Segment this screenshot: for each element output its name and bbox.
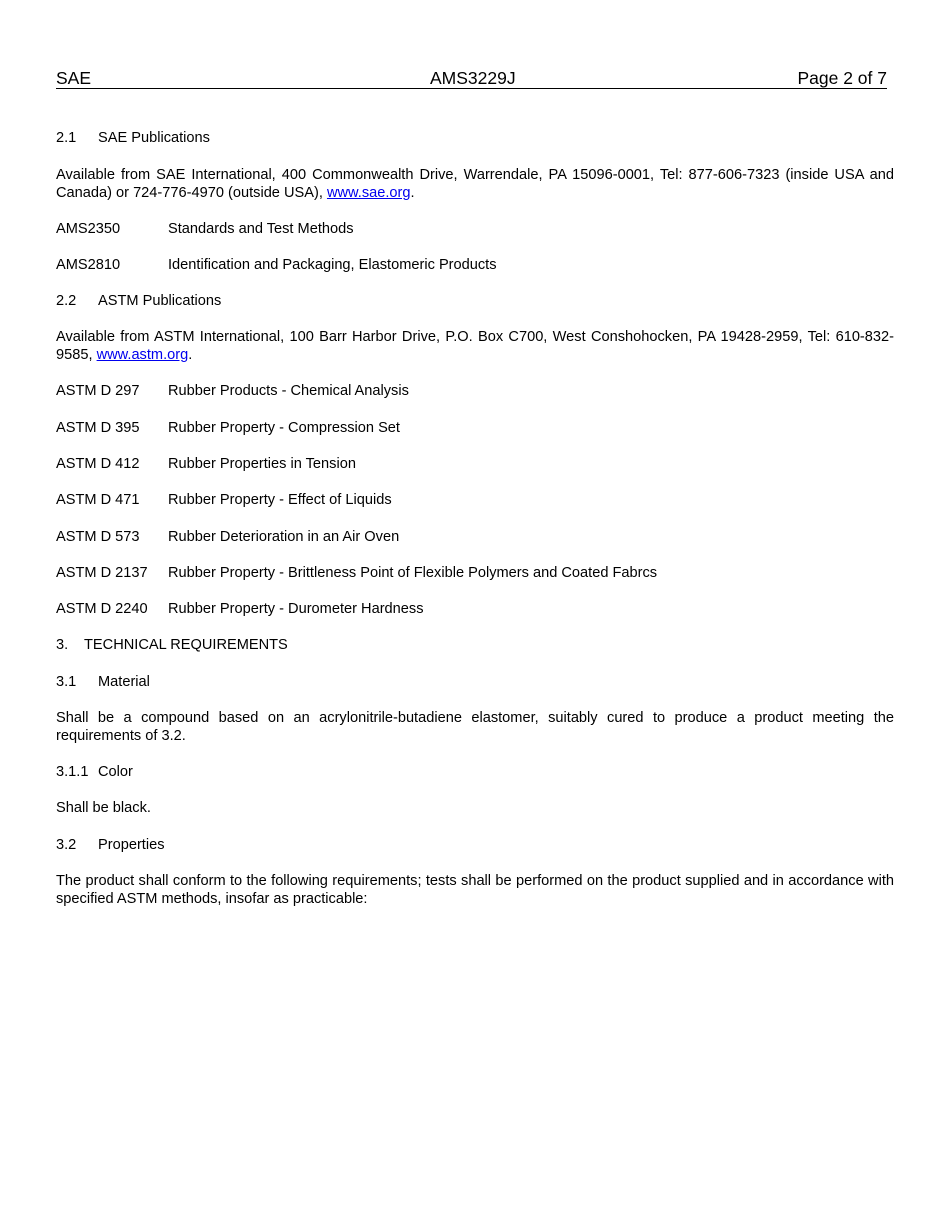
reference-title: Rubber Property - Effect of Liquids [168,492,392,508]
reference-item [56,256,894,274]
section-3-1-1-heading [56,763,894,781]
reference-title: Rubber Property - Durometer Hardness [168,601,424,617]
reference-item [56,528,894,546]
reference-title: Rubber Products - Chemical Analysis [168,383,409,399]
reference-title: Standards and Test Methods [168,221,354,237]
reference-item [56,220,894,238]
material-paragraph: Shall be a compound based on an acrylonitrile-butadiene elastomer, suitably cured to produce a product meeting the requirements of 3.2. [56,710,894,744]
section-number: 3. [56,637,69,653]
sae-availability-paragraph [56,166,894,202]
section-title: TECHNICAL REQUIREMENTS [84,637,288,653]
reference-code: ASTM D 412 [56,456,140,472]
sae-website-link[interactable]: www.sae.org [326,185,411,201]
reference-title: Rubber Deterioration in an Air Oven [168,529,400,545]
section-3-2-heading [56,836,894,854]
reference-code: AMS2350 [56,221,121,237]
section-number: 2.2 [56,293,77,309]
astm-website-link[interactable]: www.astm.org [96,347,189,363]
section-title: ASTM Publications [98,293,222,309]
section-2-2-heading [56,292,894,310]
reference-item [56,564,894,582]
section-3-1-heading [56,673,894,691]
punctuation: . [410,185,415,201]
availability-text: Available from ASTM International, 100 Barr Harbor Drive, P.O. Box C700, West Conshohocken, PA 19428-2959, Tel: 610-832-9585, [56,329,894,363]
reference-item [56,455,894,473]
color-paragraph: Shall be black. [56,800,151,816]
properties-paragraph: The product shall conform to the following requirements; tests shall be performed on the product supplied and in accordance with specified ASTM methods, insofar as practicable: [56,873,894,907]
reference-title: Rubber Properties in Tension [168,456,356,472]
reference-title: Rubber Property - Compression Set [168,420,400,436]
header-page-number: Page 2 of 7 [797,68,887,88]
astm-availability-paragraph [56,328,894,364]
reference-code: ASTM D 2137 [56,565,148,581]
reference-item [56,382,894,400]
header-doc-number: AMS3229J [430,68,516,88]
reference-item [56,600,894,618]
section-title: Material [98,674,150,690]
section-number: 2.1 [56,130,77,146]
reference-code: ASTM D 573 [56,529,140,545]
reference-title: Rubber Property - Brittleness Point of Flexible Polymers and Coated Fabrcs [168,565,658,581]
reference-title: Identification and Packaging, Elastomeric Products [168,257,497,273]
section-number: 3.1.1 [56,764,89,780]
document-page [56,0,894,1230]
reference-item [56,419,894,437]
reference-code: ASTM D 297 [56,383,140,399]
reference-code: ASTM D 2240 [56,601,148,617]
section-title: Color [98,764,133,780]
reference-code: ASTM D 395 [56,420,140,436]
punctuation: . [188,347,193,363]
section-title: SAE Publications [98,130,210,146]
section-number: 3.2 [56,837,77,853]
header-org: SAE [56,68,92,88]
page-header [56,68,887,89]
reference-item [56,491,894,509]
reference-code: ASTM D 471 [56,492,140,508]
section-number: 3.1 [56,674,77,690]
availability-text: Available from SAE International, 400 Commonwealth Drive, Warrendale, PA 15096-0001, Tel: 877-606-7323 (inside USA and Canada) or 724-776-4970 (outside USA), [56,167,894,201]
section-title: Properties [98,837,165,853]
reference-code: AMS2810 [56,257,121,273]
section-3-heading [56,636,894,654]
section-2-1-heading [56,129,894,147]
